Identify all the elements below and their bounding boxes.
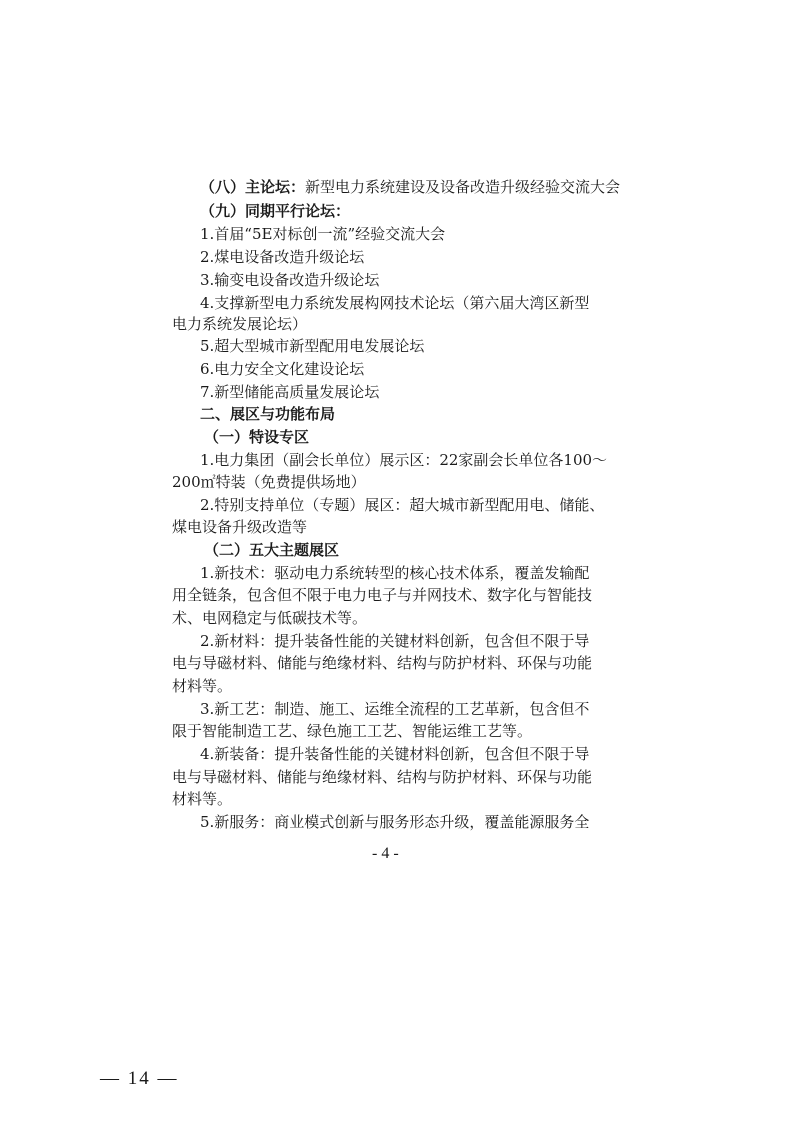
list-item: 1.首届“5E对标创一流”经验交流大会 [200,225,446,243]
paragraph-line: 限于智能制造工艺、绿色施工工艺、智能运维工艺等。 [172,722,533,740]
heading-text: 新型电力系统建设及设备改造升级经验交流大会 [305,178,621,196]
footer-page-number: — 14 — [100,1068,179,1089]
list-item-continuation: 电力系统发展论坛） [172,315,308,333]
paragraph-line: 1.新技术：驱动电力系统转型的核心技术体系，覆盖发输配 [200,564,590,582]
section-heading: 二、展区与功能布局 [200,405,336,423]
heading-parallel-forums: （九）同期平行论坛： [200,202,351,220]
list-item: 5.超大型城市新型配用电发展论坛 [200,337,425,355]
paragraph-line: 5.新服务：商业模式创新与服务形态升级，覆盖能源服务全 [200,813,590,831]
page-number: - 4 - [372,845,399,862]
list-item: 2.煤电设备改造升级论坛 [200,248,365,266]
paragraph-line: 2.新材料：提升装备性能的关键材料创新，包含但不限于导 [200,632,590,650]
paragraph-line: 材料等。 [172,677,233,695]
paragraph-line: 3.新工艺：制造、施工、运维全流程的工艺革新，包含但不 [200,700,590,718]
list-item: 4.支撑新型电力系统发展构网技术论坛（第六届大湾区新型 [200,294,590,312]
list-item: 7.新型储能高质量发展论坛 [200,383,380,401]
heading-label: （八）主论坛： [200,178,306,196]
paragraph-line: 1.电力集团（副会长单位）展示区：22家副会长单位各100～ [200,451,608,469]
list-item: 3.输变电设备改造升级论坛 [200,271,380,289]
paragraph-line: 电与导磁材料、储能与绝缘材料、结构与防护材料、环保与功能 [172,654,593,672]
heading-main-forum [200,176,620,198]
subsection-heading: （一）特设专区 [204,428,310,446]
paragraph-line: 煤电设备升级改造等 [172,518,308,536]
paragraph-line: 200㎡特装（免费提供场地） [172,473,366,491]
paragraph-line: 4.新装备：提升装备性能的关键材料创新，包含但不限于导 [200,745,590,763]
paragraph-line: 2.特别支持单位（专题）展区：超大城市新型配用电、储能、 [200,496,605,514]
subsection-heading: （二）五大主题展区 [204,541,340,559]
list-item: 6.电力安全文化建设论坛 [200,360,365,378]
paragraph-line: 用全链条，包含但不限于电力电子与并网技术、数字化与智能技 [172,586,593,604]
paragraph-line: 术、电网稳定与低碳技术等。 [172,609,368,627]
paragraph-line: 电与导磁材料、储能与绝缘材料、结构与防护材料、环保与功能 [172,768,593,786]
paragraph-line: 材料等。 [172,790,233,808]
